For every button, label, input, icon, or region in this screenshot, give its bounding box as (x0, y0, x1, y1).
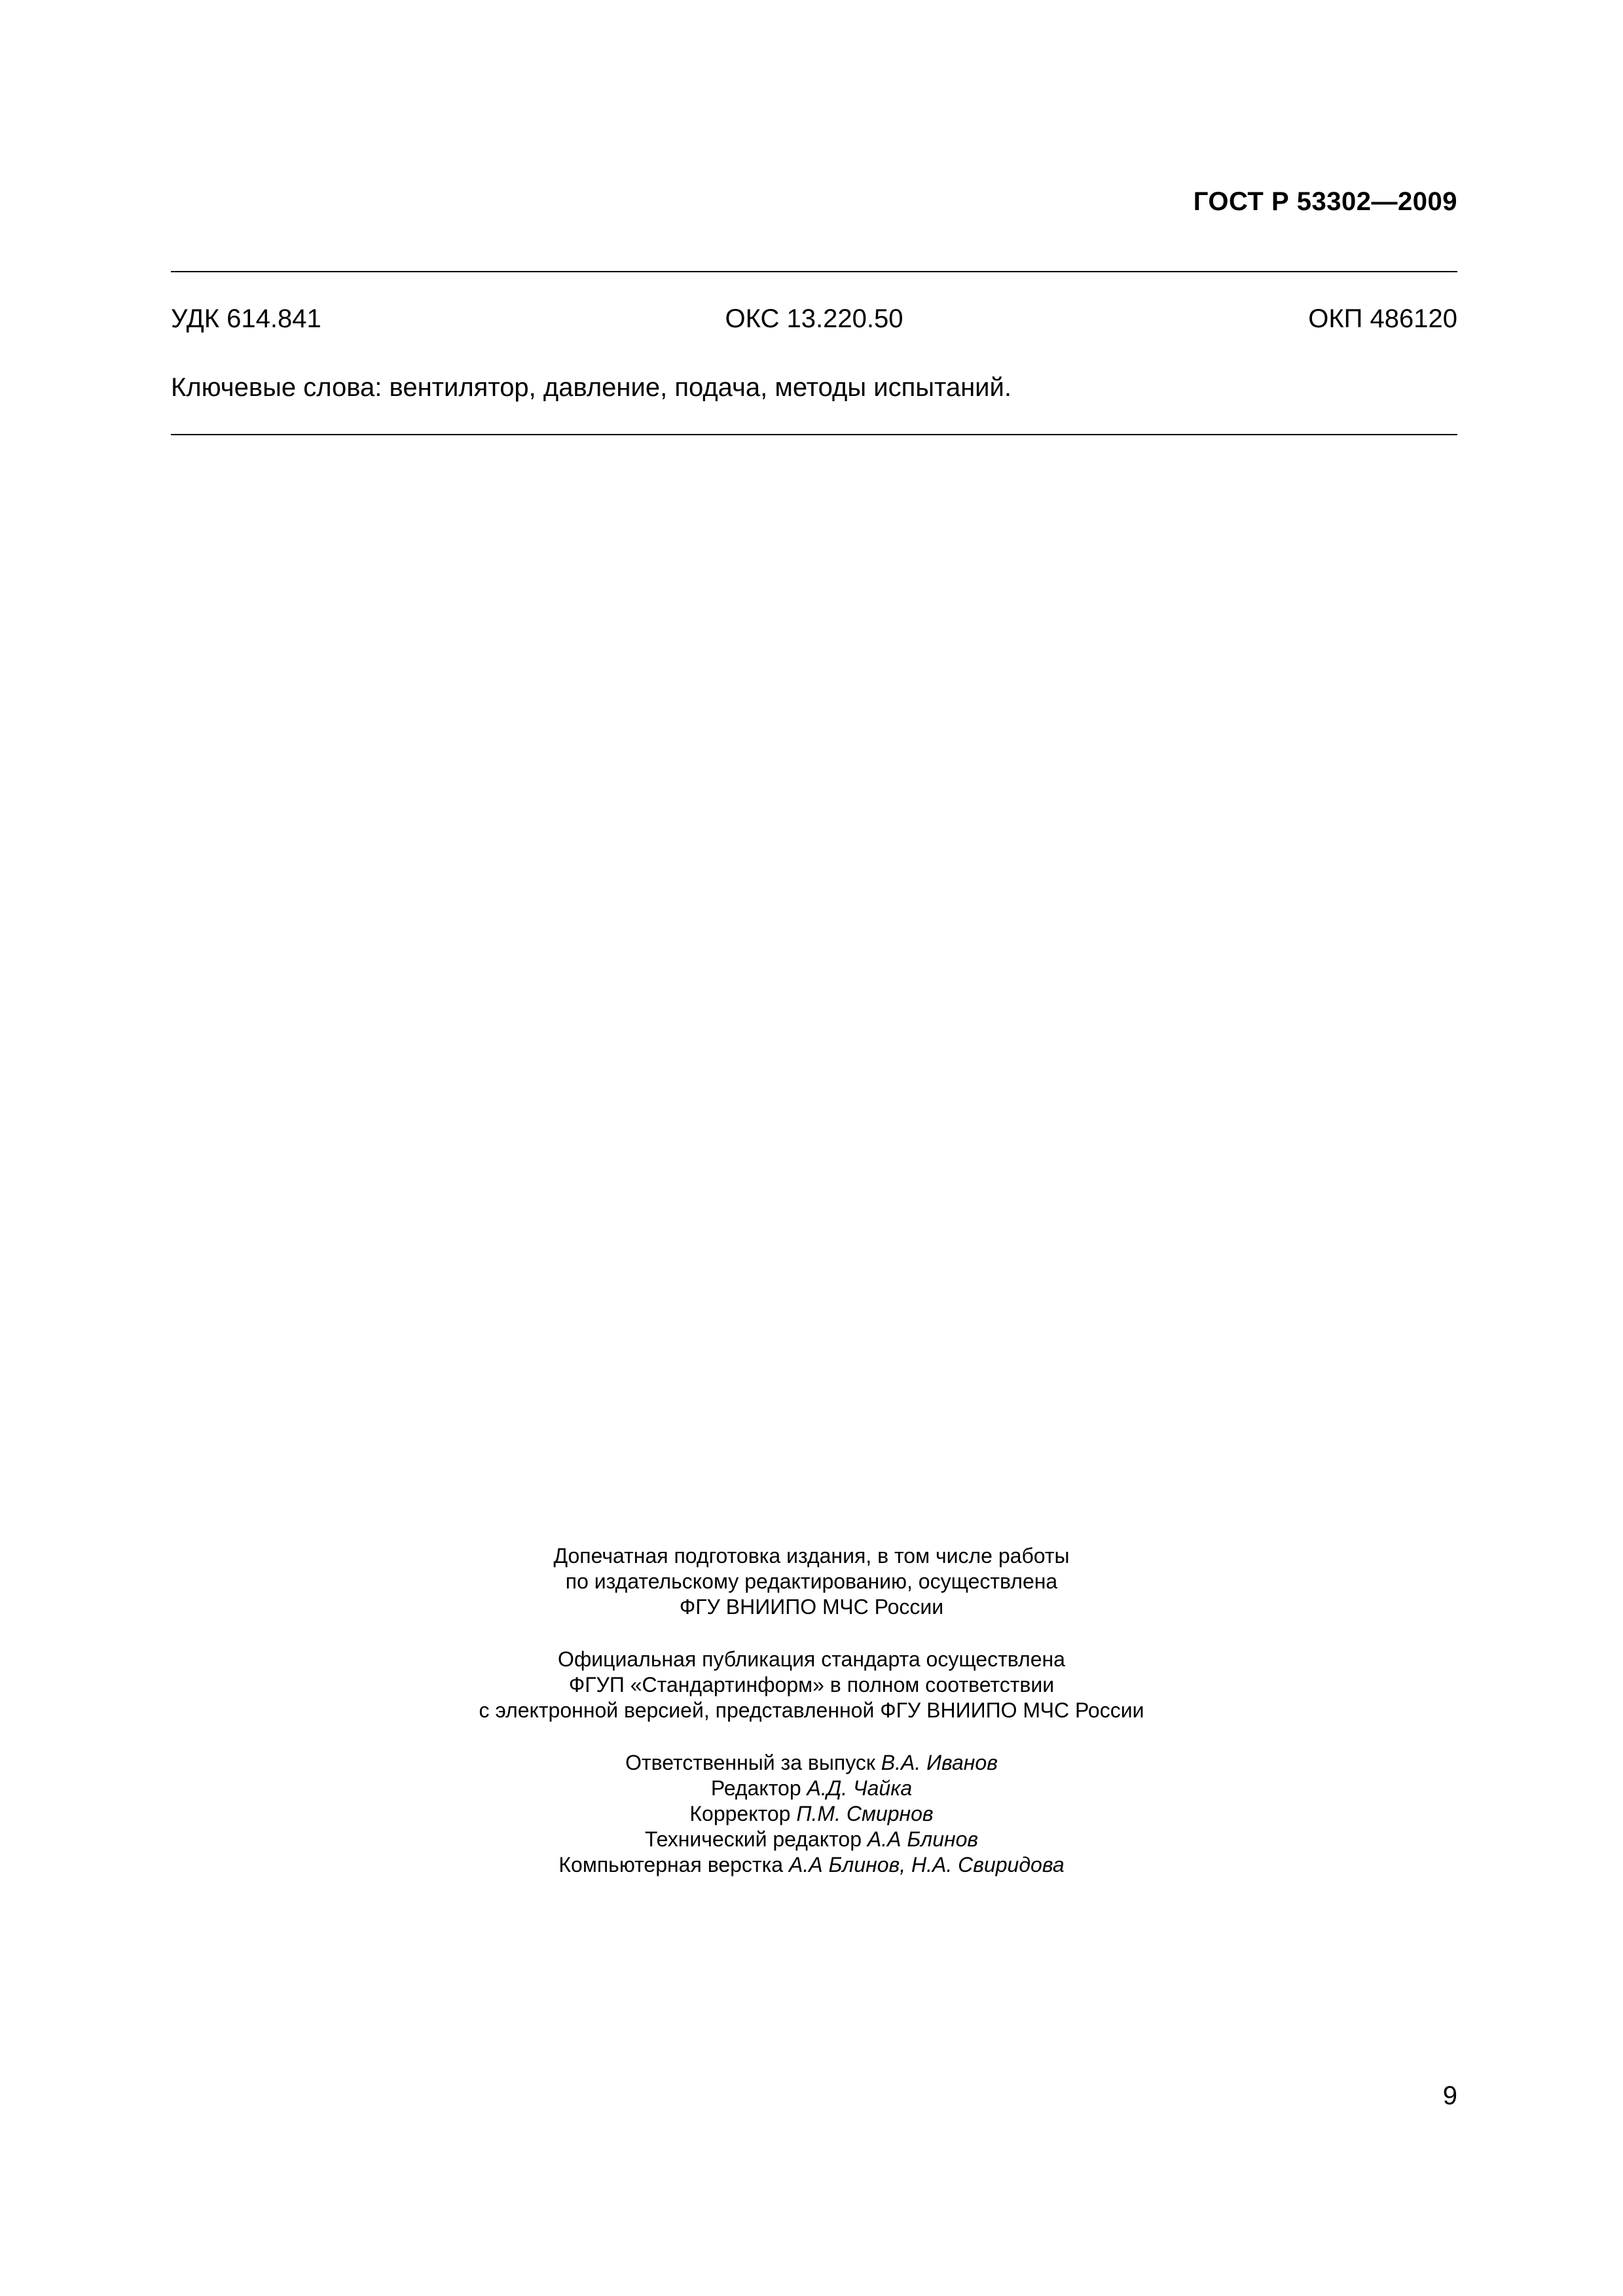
imprint-credits (0, 1750, 1623, 1878)
credit-name: П.М. Смирнов (796, 1802, 934, 1825)
imprint-publication (0, 1647, 1623, 1723)
bottom-divider (171, 434, 1457, 435)
imprint-line: ФГУ ВНИИПО МЧС России (679, 1595, 944, 1619)
keywords-line: Ключевые слова: вентилятор, давление, подача, методы испытаний. (171, 373, 1012, 402)
imprint-line: ФГУП «Стандартинформ» в полном соответствии (568, 1673, 1055, 1696)
credit-name: А.Д. Чайка (807, 1776, 913, 1800)
credit-role: Компьютерная верстка (558, 1853, 784, 1876)
page-number: 9 (1442, 2081, 1457, 2110)
udk-code: УДК 614.841 (171, 304, 321, 333)
imprint-line: Допечатная подготовка издания, в том числе работы (553, 1544, 1070, 1568)
credit-line (0, 1827, 1623, 1852)
imprint-prepress (0, 1543, 1623, 1620)
credit-line (0, 1776, 1623, 1801)
credit-name: А.А Блинов (867, 1827, 979, 1851)
classification-codes-row (171, 304, 1457, 341)
credit-name: А.А Блинов, Н.А. Свиридова (788, 1853, 1065, 1876)
okp-code: ОКП 486120 (1308, 304, 1457, 333)
credit-line (0, 1852, 1623, 1878)
standard-code-header: ГОСТ Р 53302—2009 (1193, 187, 1457, 216)
imprint-line: с электронной версией, представленной ФГУ ВНИИПО МЧС России (479, 1698, 1144, 1722)
credit-role: Ответственный за выпуск (625, 1751, 875, 1774)
oks-code: ОКС 13.220.50 (725, 304, 903, 333)
imprint-section (0, 1543, 1623, 1905)
credit-name: В.А. Иванов (881, 1751, 998, 1774)
credit-line (0, 1801, 1623, 1827)
top-divider (171, 271, 1457, 272)
credit-role: Технический редактор (644, 1827, 862, 1851)
credit-line (0, 1750, 1623, 1776)
credit-role: Корректор (689, 1802, 791, 1825)
credit-role: Редактор (710, 1776, 801, 1800)
imprint-line: Официальная публикация стандарта осуществлена (558, 1647, 1065, 1671)
imprint-line: по издательскому редактированию, осуществлена (565, 1570, 1058, 1593)
